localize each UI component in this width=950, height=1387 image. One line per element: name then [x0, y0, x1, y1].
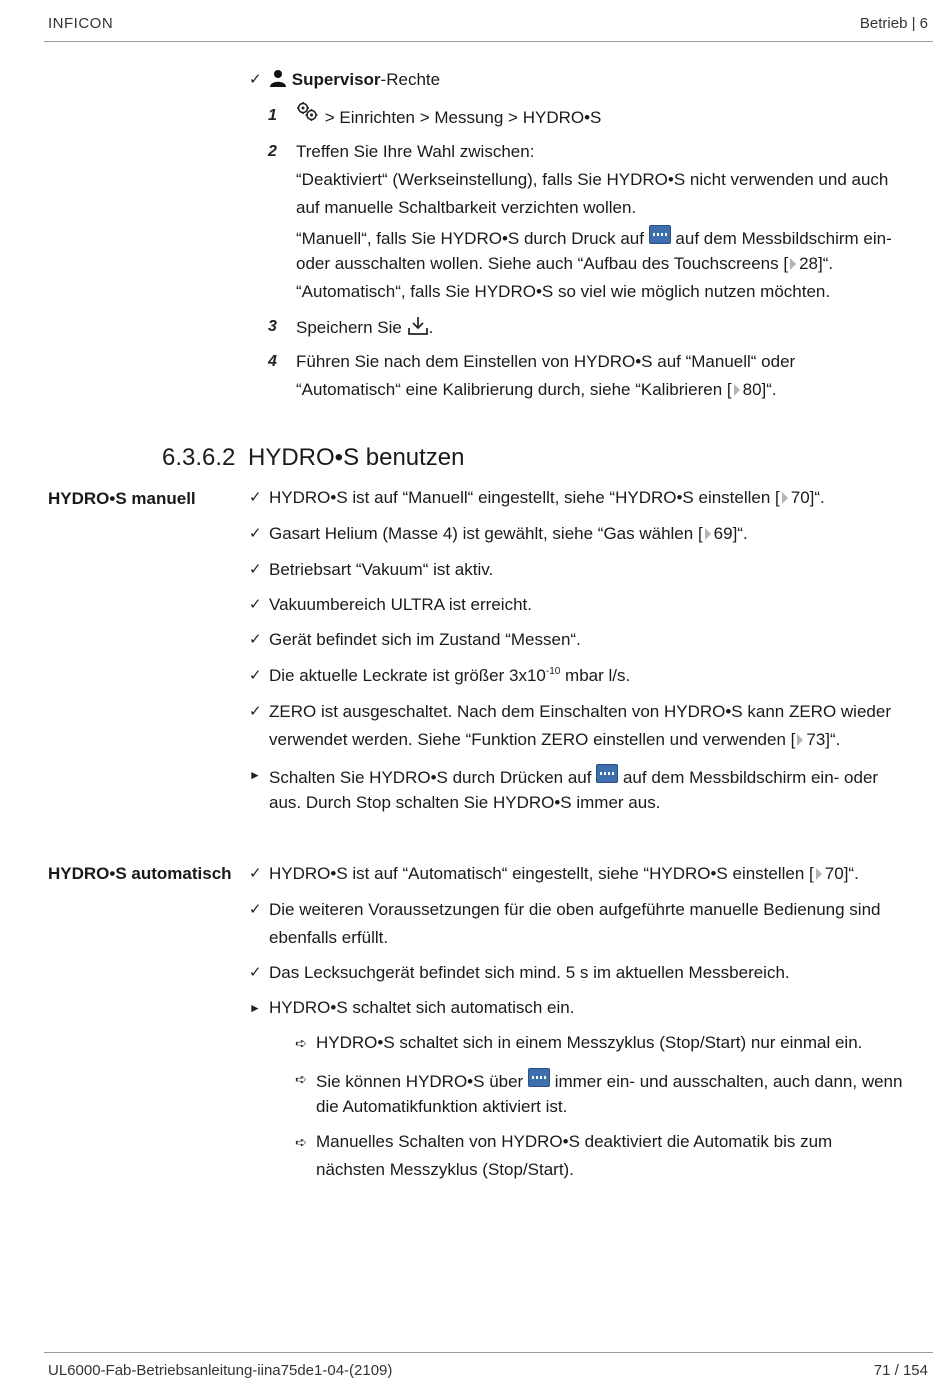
condition-text: HYDRO•S ist auf “Manuell“ eingestellt, siehe “HYDRO•S einstellen [ — [269, 488, 780, 507]
reference-link[interactable]: 73]“. — [806, 730, 841, 749]
result-arrow-icon: ➪ — [295, 1035, 307, 1051]
step-number: 2 — [268, 143, 277, 160]
check-icon: ✓ — [249, 901, 262, 918]
header-rule — [44, 41, 933, 42]
auto-result-cont: nächsten Messzyklus (Stop/Start). — [316, 1160, 574, 1179]
hydros-button-icon — [596, 764, 618, 783]
manual-action-cont: aus. Durch Stop schalten Sie HYDRO•S immer aus. — [269, 793, 661, 812]
manual-condition: ZERO ist ausgeschaltet. Nach dem Einschalten von HYDRO•S kann ZERO wieder — [269, 702, 891, 721]
footer-rule — [44, 1352, 933, 1353]
manual-condition — [269, 487, 825, 509]
auto-condition: Die weiteren Voraussetzungen für die oben aufgeführte manuelle Bedienung sind — [269, 900, 881, 919]
check-icon: ✓ — [249, 964, 262, 981]
precondition — [269, 69, 440, 91]
manual-condition: Vakuumbereich ULTRA ist erreicht. — [269, 595, 532, 614]
gears-icon — [296, 105, 320, 125]
step-3-label: Speichern Sie — [296, 318, 402, 337]
save-icon — [407, 316, 429, 336]
check-icon: ✓ — [249, 71, 262, 88]
action-arrow-icon: ► — [249, 768, 261, 782]
step-2-line: “Automatisch“, falls Sie HYDRO•S so viel wie möglich nutzen möchten. — [296, 282, 831, 301]
step-number: 1 — [268, 107, 277, 124]
action-text: Schalten Sie HYDRO•S durch Drücken auf — [269, 768, 592, 787]
reference-link[interactable]: 69]“. — [713, 524, 748, 543]
action-arrow-icon: ► — [249, 1001, 261, 1015]
side-label-automatic: HYDRO•S automatisch — [48, 864, 232, 883]
step-2-text: auf dem Messbildschirm ein- — [675, 229, 892, 248]
check-icon: ✓ — [249, 631, 262, 648]
page-reference-icon — [734, 384, 740, 396]
manual-condition — [269, 523, 748, 545]
condition-text: HYDRO•S ist auf “Automatisch“ eingestellt, siehe “HYDRO•S einstellen [ — [269, 864, 814, 883]
step-number: 3 — [268, 318, 277, 335]
auto-result — [316, 1068, 902, 1093]
step-2-line — [296, 225, 892, 250]
check-icon: ✓ — [249, 489, 262, 506]
step-4-text: “Automatisch“ eine Kalibrierung durch, siehe “Kalibrieren [ — [296, 380, 732, 399]
manual-condition-cont — [269, 729, 840, 751]
auto-condition: Das Lecksuchgerät befindet sich mind. 5 s im aktuellen Messbereich. — [269, 963, 790, 982]
section-heading — [162, 444, 465, 472]
step-number: 4 — [268, 353, 277, 370]
condition-text: Die aktuelle Leckrate ist größer 3x10 — [269, 666, 546, 685]
page-reference-icon — [816, 868, 822, 880]
side-label-manual: HYDRO•S manuell — [48, 489, 196, 508]
manual-condition: Betriebsart “Vakuum“ ist aktiv. — [269, 560, 494, 579]
exponent: -10 — [545, 666, 561, 677]
header-section: Betrieb | 6 — [859, 15, 928, 32]
section-title: HYDRO•S benutzen — [248, 444, 465, 471]
check-icon: ✓ — [249, 596, 262, 613]
auto-result: Manuelles Schalten von HYDRO•S deaktiviert die Automatik bis zum — [316, 1132, 833, 1151]
step-3-end: . — [428, 318, 434, 337]
action-text: auf dem Messbildschirm ein- oder — [622, 768, 879, 787]
reference-link[interactable]: 70]“. — [790, 488, 825, 507]
page-reference-icon — [797, 734, 803, 746]
page-reference-icon — [705, 528, 711, 540]
manual-condition: Gerät befindet sich im Zustand “Messen“. — [269, 630, 581, 649]
auto-condition — [269, 863, 859, 885]
step-4-line: Führen Sie nach dem Einstellen von HYDRO•S auf “Manuell“ oder — [296, 352, 796, 371]
condition-text: Gasart Helium (Masse 4) ist gewählt, siehe “Gas wählen [ — [269, 524, 703, 543]
result-text: Sie können HYDRO•S über — [316, 1072, 524, 1091]
reference-link[interactable]: 80]“. — [742, 380, 777, 399]
step-2-line: auf manuelle Schaltbarkeit verzichten wollen. — [296, 198, 637, 217]
check-icon: ✓ — [249, 561, 262, 578]
check-icon: ✓ — [249, 865, 262, 882]
check-icon: ✓ — [249, 703, 262, 720]
precondition-role: Supervisor — [291, 70, 381, 89]
header-brand: INFICON — [48, 15, 114, 32]
step-2-line — [296, 253, 833, 275]
user-icon — [269, 69, 287, 87]
result-arrow-icon: ➪ — [295, 1071, 307, 1087]
check-icon: ✓ — [249, 525, 262, 542]
page-reference-icon — [782, 492, 788, 504]
step-2-line: “Deaktiviert“ (Werkseinstellung), falls Sie HYDRO•S nicht verwenden und auch — [296, 170, 889, 189]
precondition-suffix: -Rechte — [380, 70, 441, 89]
reference-link[interactable]: 70]“. — [824, 864, 859, 883]
step-2-line: Treffen Sie Ihre Wahl zwischen: — [296, 142, 535, 161]
footer-document: UL6000-Fab-Betriebsanleitung-iina75de1-04-(2109) — [48, 1362, 393, 1379]
page-reference-icon — [790, 258, 796, 270]
manual-action — [269, 764, 878, 789]
auto-condition-cont: ebenfalls erfüllt. — [269, 928, 389, 947]
hydros-button-icon — [649, 225, 671, 244]
step-2-text: oder ausschalten wollen. Siehe auch “Aufbau des Touchscreens [ — [296, 254, 789, 273]
step-3-text — [296, 316, 433, 339]
step-1-text — [296, 105, 601, 129]
manual-condition — [269, 665, 630, 687]
footer-page-number: 71 / 154 — [873, 1362, 928, 1379]
condition-text: verwendet werden. Siehe “Funktion ZERO einstellen und verwenden [ — [269, 730, 796, 749]
result-text: immer ein- und ausschalten, auch dann, wenn — [554, 1072, 903, 1091]
step-1-path: > Einrichten > Messung > HYDRO•S — [324, 108, 602, 127]
step-2-text: “Manuell“, falls Sie HYDRO•S durch Druck auf — [296, 229, 644, 248]
check-icon: ✓ — [249, 667, 262, 684]
hydros-button-icon — [528, 1068, 550, 1087]
reference-link[interactable]: 28]“. — [799, 254, 834, 273]
condition-text: mbar l/s. — [560, 666, 631, 685]
auto-result: HYDRO•S schaltet sich in einem Messzyklus (Stop/Start) nur einmal ein. — [316, 1033, 863, 1052]
result-arrow-icon: ➪ — [295, 1134, 307, 1150]
auto-result-cont: die Automatikfunktion aktiviert ist. — [316, 1097, 568, 1116]
step-4-line — [296, 379, 777, 401]
auto-action: HYDRO•S schaltet sich automatisch ein. — [269, 998, 575, 1017]
section-number: 6.3.6.2 — [162, 444, 236, 471]
